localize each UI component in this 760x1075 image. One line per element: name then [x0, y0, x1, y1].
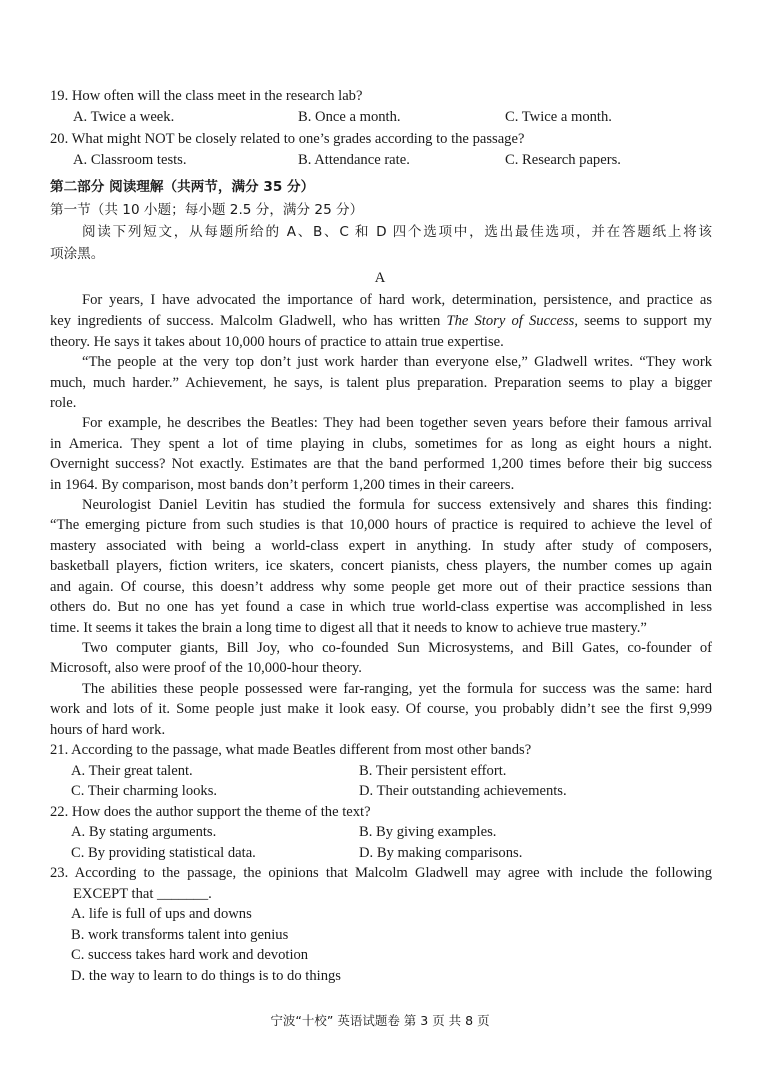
- passage-line: [50, 311, 712, 331]
- question-19-stem: 19. How often will the class meet in the research lab?: [50, 88, 363, 104]
- question-19-option-b: B. Once a month.: [298, 109, 401, 125]
- passage-line: Microsoft, also were proof of the 10,000-hour theory.: [50, 660, 362, 676]
- question-21-option-c: C. Their charming looks.: [71, 783, 218, 799]
- passage-line: Two computer giants, Bill Joy, who co-founded Sun Microsystems, and Bill Gates, co-founder of: [82, 640, 712, 656]
- question-20-option-b: B. Attendance rate.: [298, 152, 410, 168]
- question-22-option-a: A. By stating arguments.: [71, 824, 217, 840]
- passage-line: Overnight success? Not exactly. Estimates are that the band performed 1,200 times before their big success: [50, 456, 712, 472]
- passage-line: others do. But no one has yet found a case in which true world-class expertise was accomplished in less: [50, 599, 712, 615]
- instruction-line-2: 项涂黑。: [50, 246, 105, 262]
- section-subtitle: 第一节（共 10 小题；每小题 2.5 分，满分 25 分）: [50, 202, 364, 218]
- passage-line: For example, he describes the Beatles: They had been together seven years before their famous arrival: [82, 415, 712, 431]
- passage-line: work and lots of it. Some people just make it look easy. Of course, you probably didn’t see the first 9,999: [50, 701, 712, 717]
- passage-line: much, much harder.” Achievement, he says, is talent plus preparation. Preparation seems to play a bigger: [50, 375, 712, 391]
- question-22-option-c: C. By providing statistical data.: [71, 845, 256, 861]
- question-19-option-a: A. Twice a week.: [73, 109, 175, 125]
- passage-text: , seems to support my: [574, 313, 712, 329]
- question-21-option-d: D. Their outstanding achievements.: [359, 783, 567, 799]
- question-19-option-c: C. Twice a month.: [505, 109, 612, 125]
- page-footer: 宁波“十校” 英语试题卷 第 3 页 共 8 页: [270, 1013, 490, 1028]
- passage-line: in America. They spent a lot of time playing in clubs, sometimes for as long as eight hours a night.: [50, 436, 712, 452]
- question-20-stem: 20. What might NOT be closely related to one’s grades according to the passage?: [50, 131, 525, 147]
- question-20-option-a: A. Classroom tests.: [73, 152, 187, 168]
- question-21-option-a: A. Their great talent.: [71, 763, 193, 779]
- passage-line: in 1964. By comparison, most bands don’t perform 1,200 times in their careers.: [50, 477, 515, 493]
- passage-text: key ingredients of success. Malcolm Gladwell, who has written: [50, 313, 447, 329]
- passage-line: theory. He says it takes about 10,000 hours of practice to attain true expertise.: [50, 334, 504, 350]
- question-23-option-d: D. the way to learn to do things is to do things: [71, 968, 341, 984]
- question-23-option-a: A. life is full of ups and downs: [71, 906, 252, 922]
- passage-line: hours of hard work.: [50, 722, 166, 738]
- book-title: The Story of Success: [446, 313, 575, 329]
- passage-line: The abilities these people possessed were far-ranging, yet the formula for success was the same: hard: [82, 681, 712, 697]
- passage-line: For years, I have advocated the importance of hard work, determination, persistence, and practice as: [82, 292, 712, 308]
- question-23-stem-continued: EXCEPT that _______.: [73, 886, 212, 902]
- part-title: 第二部分 阅读理解（共两节，满分 35 分）: [50, 179, 315, 195]
- question-23-option-b: B. work transforms talent into genius: [71, 927, 289, 943]
- question-20-option-c: C. Research papers.: [505, 152, 621, 168]
- question-22-stem: 22. How does the author support the theme of the text?: [50, 804, 371, 820]
- passage-line: and again. Of course, this doesn’t address why some people get more out of their practice sessions than: [50, 579, 712, 595]
- instruction-line-1: 阅读下列短文，从每题所给的 A、B、C 和 D 四个选项中，选出最佳选项，并在答题纸上将该: [82, 224, 712, 240]
- passage-line: time. It seems it takes the brain a long time to digest all that it needs to know to achieve true mastery.”: [50, 620, 647, 636]
- passage-label: A: [374, 270, 386, 286]
- question-22-option-d: D. By making comparisons.: [359, 845, 523, 861]
- passage-line: role.: [50, 395, 77, 411]
- passage-line: Neurologist Daniel Levitin has studied the formula for success extensively and shares this finding:: [82, 497, 712, 513]
- question-21-stem: 21. According to the passage, what made Beatles different from most other bands?: [50, 742, 532, 758]
- question-22-option-b: B. By giving examples.: [359, 824, 497, 840]
- passage-line: basketball players, fiction writers, ice skaters, concert pianists, chess players, the number comes up again: [50, 558, 712, 574]
- passage-line: mastery associated with being a world-class expert in anything. In study after study of composers,: [50, 538, 712, 554]
- question-21-option-b: B. Their persistent effort.: [359, 763, 507, 779]
- question-23-option-c: C. success takes hard work and devotion: [71, 947, 309, 963]
- passage-line: “The emerging picture from such studies is that 10,000 hours of practice is required to achieve the level of: [50, 517, 712, 533]
- passage-line: “The people at the very top don’t just work harder than everyone else,” Gladwell writes. “They work: [82, 354, 712, 370]
- question-23-stem: 23. According to the passage, the opinions that Malcolm Gladwell may agree with include the following: [50, 865, 712, 881]
